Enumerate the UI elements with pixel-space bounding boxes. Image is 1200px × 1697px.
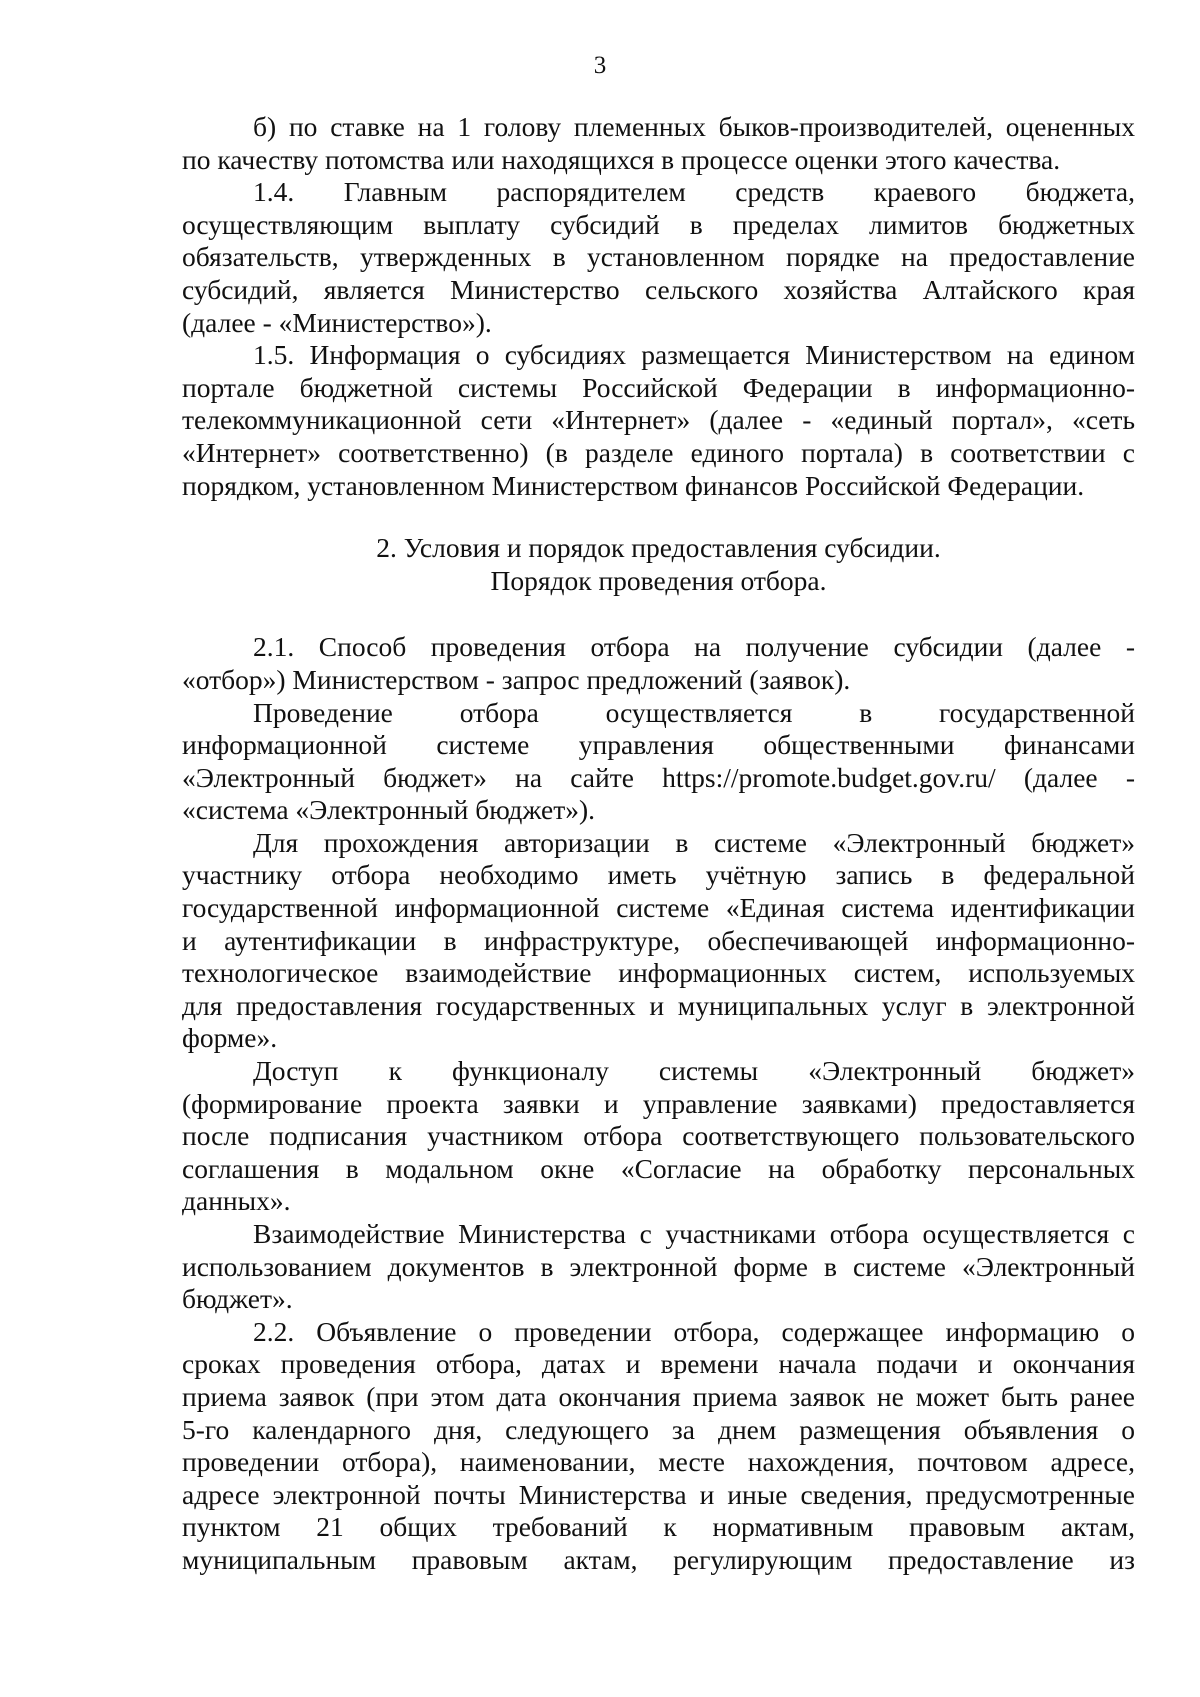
text-line: муниципальным правовым актам, регулирующим предоставление из xyxy=(182,1543,1135,1575)
text-line: 1.4. Главным распорядителем средств краевого бюджета, xyxy=(253,176,1135,208)
text-line: субсидий, является Министерство сельского хозяйства Алтайского края xyxy=(182,273,1135,305)
text-line: государственной информационной системе «Единая система идентификации xyxy=(182,892,1135,924)
text-line: проведении отбора), наименовании, месте нахождения, почтовом адресе, xyxy=(182,1446,1135,1478)
paragraph-1-5 xyxy=(182,339,1135,502)
paragraph-b xyxy=(182,111,1135,176)
text-line: (далее - «Министерство»). xyxy=(182,306,492,338)
text-line: пунктом 21 общих требований к нормативным правовым актам, xyxy=(182,1511,1135,1543)
text-line: Для прохождения авторизации в системе «Электронный бюджет» xyxy=(253,826,1135,858)
text-line: данных». xyxy=(182,1185,291,1217)
text-line: осуществляющим выплату субсидий в пределах лимитов бюджетных xyxy=(182,208,1135,240)
paragraph-2-2 xyxy=(182,1316,1135,1577)
paragraph-interaction xyxy=(182,1218,1135,1316)
text-line: «система «Электронный бюджет»). xyxy=(182,794,595,826)
text-line: соглашения в модальном окне «Согласие на обработку персональных xyxy=(182,1152,1135,1184)
text-line: б) по ставке на 1 голову племенных быков-производителей, оцененных xyxy=(253,111,1135,142)
text-line: по качеству потомства или находящихся в процессе оценки этого качества. xyxy=(182,143,1061,175)
text-line: и аутентификации в инфраструктуре, обеспечивающей информационно- xyxy=(182,924,1135,956)
page-number: 3 xyxy=(593,52,607,79)
text-line: портале бюджетной системы Российской Федерации в информационно- xyxy=(182,371,1135,403)
text-line: порядком, установленном Министерством финансов Российской Федерации. xyxy=(182,469,1085,501)
text-line: Проведение отбора осуществляется в государственной xyxy=(253,696,1135,728)
text-line: приема заявок (при этом дата окончания приема заявок не может быть ранее xyxy=(182,1380,1135,1412)
text-line: «Электронный бюджет» на сайте https://promote.budget.gov.ru/ (далее - xyxy=(182,761,1135,793)
text-line: участнику отбора необходимо иметь учётную запись в федеральной xyxy=(182,859,1135,891)
text-line: телекоммуникационной сети «Интернет» (далее - «единый портал», «сеть xyxy=(182,404,1135,436)
paragraph-conduct xyxy=(182,697,1135,827)
text-line: технологическое взаимодействие информационных систем, используемых xyxy=(182,957,1135,989)
text-line: бюджет». xyxy=(182,1283,293,1315)
text-line: использованием документов в электронной форме в системе «Электронный xyxy=(182,1250,1135,1282)
text-line: адресе электронной почты Министерства и иные сведения, предусмотренные xyxy=(182,1478,1135,1510)
text-line: 5-го календарного дня, следующего за днем размещения объявления о xyxy=(182,1413,1135,1445)
text-line: 1.5. Информация о субсидиях размещается Министерством на едином xyxy=(253,339,1135,371)
paragraph-access xyxy=(182,1055,1135,1218)
text-line: 2.1. Способ проведения отбора на получение субсидии (далее - xyxy=(253,631,1135,663)
section-heading-line-2: Порядок проведения отбора. xyxy=(490,564,827,596)
document-body xyxy=(182,111,1135,1577)
text-line: форме». xyxy=(182,1022,278,1054)
text-line: для предоставления государственных и муниципальных услуг в электронной xyxy=(182,989,1135,1021)
text-line: обязательств, утвержденных в установленном порядке на предоставление xyxy=(182,241,1135,273)
text-line: информационной системе управления общественными финансами xyxy=(182,729,1135,761)
text-line: сроках проведения отбора, датах и времени начала подачи и окончания xyxy=(182,1348,1135,1380)
text-line: 2.2. Объявление о проведении отбора, содержащее информацию о xyxy=(253,1315,1135,1347)
text-line: Доступ к функционалу системы «Электронный бюджет» xyxy=(253,1055,1135,1087)
section-heading-line-1: 2. Условия и порядок предоставления субсидии. xyxy=(376,532,941,564)
paragraph-2-1 xyxy=(182,631,1135,696)
text-line: после подписания участником отбора соответствующего пользовательского xyxy=(182,1120,1135,1152)
text-line: «отбор») Министерством - запрос предложений (заявок). xyxy=(182,663,851,695)
text-line: Взаимодействие Министерства с участниками отбора осуществляется с xyxy=(253,1218,1135,1249)
text-line: «Интернет» соответственно) (в разделе единого портала) в соответствии с xyxy=(182,436,1135,468)
paragraph-1-4 xyxy=(182,176,1135,339)
section-2-heading xyxy=(182,532,1135,597)
text-line: (формирование проекта заявки и управление заявками) предоставляется xyxy=(182,1087,1135,1119)
paragraph-auth xyxy=(182,827,1135,1055)
